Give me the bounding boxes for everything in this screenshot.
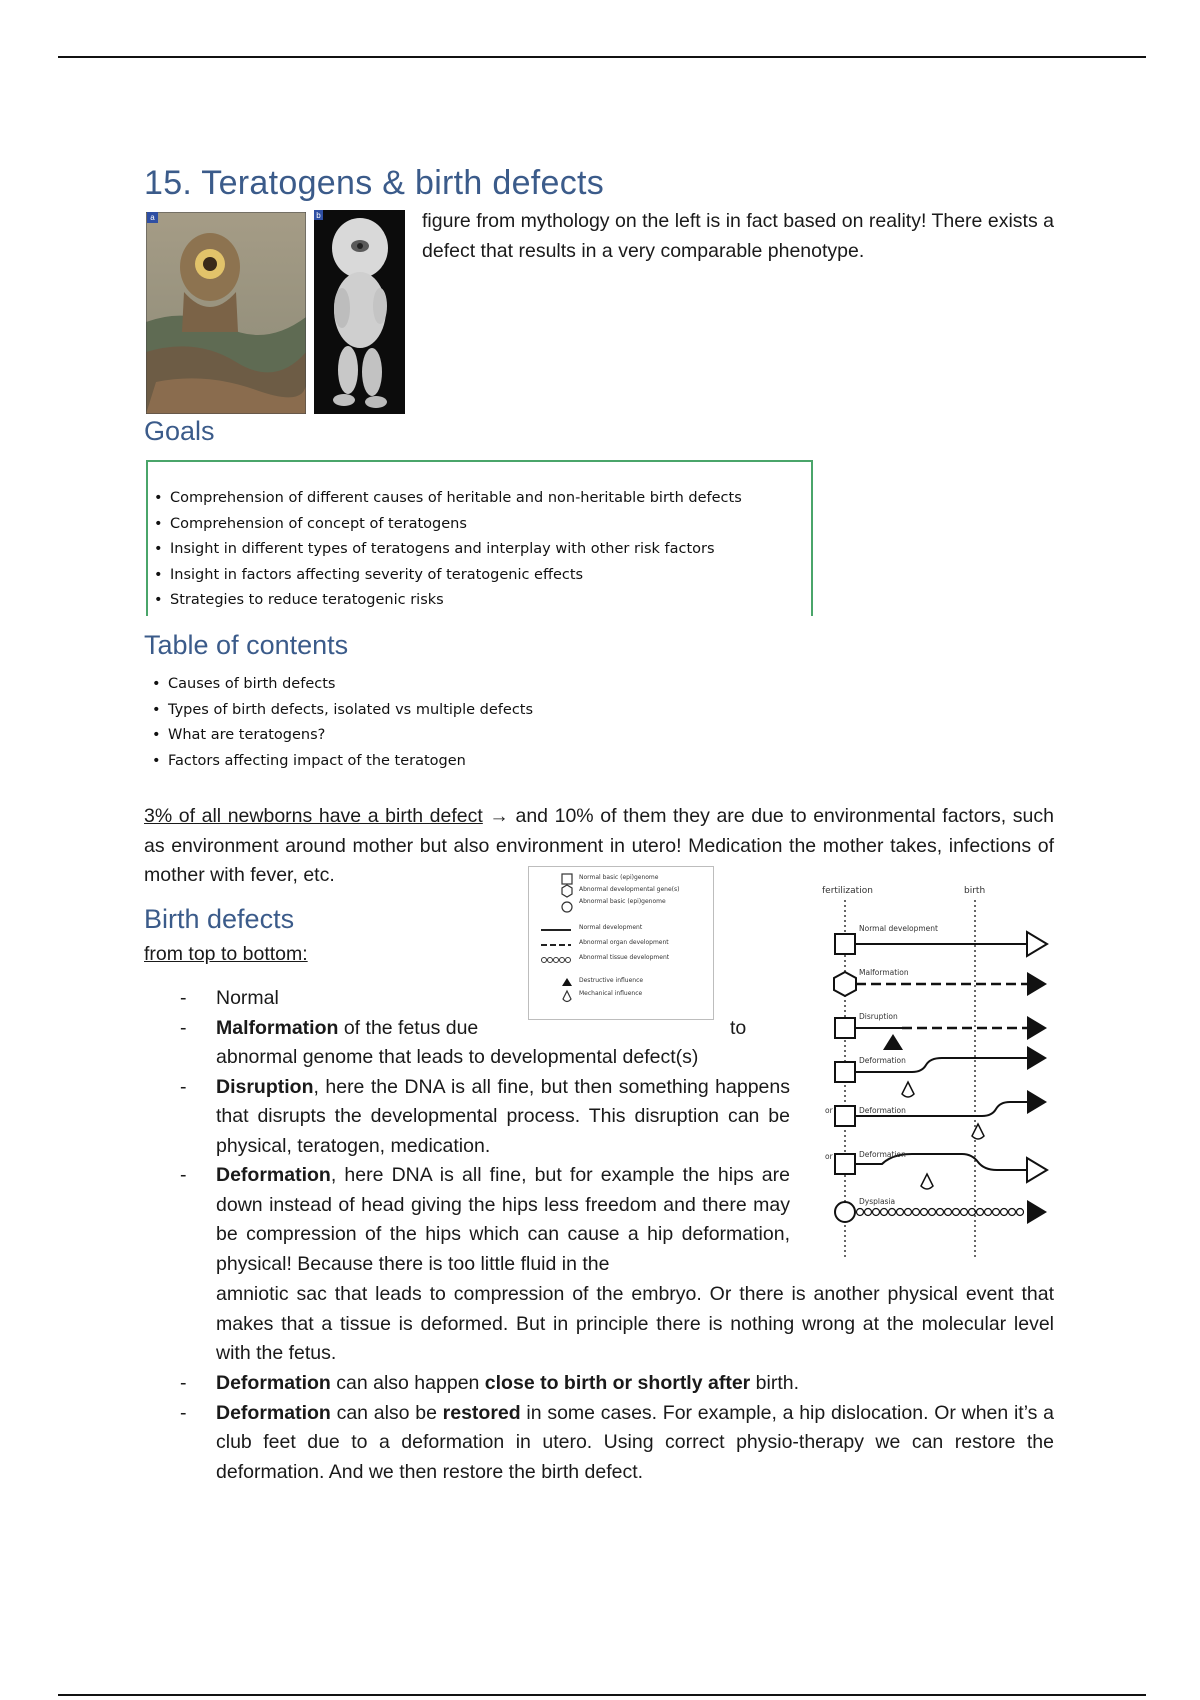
deformation-term: Deformation [216,1372,331,1394]
malformation-text: of the fetus due [338,1016,479,1039]
diagram-row-label: Normal development [859,924,938,933]
label-fertilization: fertilization [822,886,873,896]
toc-list [146,672,533,774]
deformation-text-end: in some cases. For example, a hip dislocation. Or when it’s a club feet due to a deformation in utero. Using correct physio-therapy we can restore the deformation. And we then restore the birth defect. [216,1401,1054,1483]
list-item-disruption [144,1073,790,1162]
diagram-or-label: or [825,1106,833,1115]
list-item-deformation-birth [144,1369,1054,1399]
stats-rest: and 10% of them they are due to environmental factors, such as environment around mother but also environment in utero! Medication the mother takes, infections of mother with fever, etc. [144,805,1054,886]
deformation-text: can also happen [330,1372,485,1394]
goals-heading: Goals [144,416,215,446]
intro-paragraph: figure from mythology on the left is in fact based on reality! There exists a defect that results in a very comparable phenotype. [422,210,1054,262]
list-item: • Comprehension of concept of teratogens [148,512,811,538]
defect-timeline-diagram [822,880,1072,1260]
bottom-rule [58,1694,1146,1696]
deformation-emphasis: close to birth or shortly after [484,1372,751,1394]
list-item: • Insight in factors affecting severity of teratogenic effects [148,563,811,589]
list-item: • What are teratogens? [146,723,533,749]
cyclopia-fetus-photo [314,210,405,414]
disruption-term: Disruption [216,1075,314,1098]
toc-heading: Table of contents [144,630,349,660]
diagram-row-label: Disruption [859,1012,898,1021]
birth-defects-subheading [144,940,308,970]
diagram-row-label: Deformation [859,1150,906,1159]
deformation-text: can also be [330,1401,443,1424]
malformation-text-2: abnormal genome that leads to developmental defect(s) [216,1046,699,1068]
deformation-continuation: amniotic sac that leads to compression of the embryo. Or there is another physical event that makes that a tissue is deformed. But in principle there is nothing wrong at the molecular level with the fetus. [216,1283,1054,1364]
legend-label: Normal basic (epi)genome [579,874,659,881]
subheading-text: from top to bottom: [144,943,308,965]
legend-label: Abnormal basic (epi)genome [579,898,666,905]
list-item-normal [144,984,790,1014]
deformation-text: , here DNA is all fine, but for example the hips are down instead of head giving the hips less freedom and there may be compression of the hips which can cause a hip deformation, physical! Because there is too little fluid in the [216,1164,790,1275]
diagram-row-label: Malformation [859,968,909,977]
figure-label-a: a [147,212,158,223]
diagram-or-label: or [825,1152,833,1161]
legend-label: Destructive influence [579,977,644,984]
list-item: • Causes of birth defects [146,672,533,698]
list-item-deformation [144,1161,790,1279]
arrow-icon: → [489,805,509,827]
legend-label: Abnormal developmental gene(s) [579,886,680,893]
restored-emphasis: restored [442,1401,521,1424]
malformation-to: to [730,1016,747,1039]
goals-box [146,460,813,616]
stats-underlined: 3% of all newborns have a birth defect [144,805,483,827]
diagram-row-label: Deformation [859,1106,906,1115]
legend-label: Normal development [579,924,643,931]
list-item: • Types of birth defects, isolated vs multiple defects [146,698,533,724]
malformation-term: Malformation [216,1016,339,1039]
deformation-term: Deformation [216,1401,331,1424]
diagram-row-label: Deformation [859,1056,906,1065]
legend-label: Mechanical influence [579,990,643,997]
normal-text: Normal [216,987,279,1009]
cyclops-painting [146,212,306,414]
list-item: • Comprehension of different causes of heritable and non-heritable birth defects [148,486,811,512]
list-item-malformation [144,1014,790,1073]
list-item: • Insight in different types of teratogens and interplay with other risk factors [148,537,811,563]
deformation-text-end: birth. [750,1372,800,1394]
disruption-text: , here the DNA is all fine, but then something happens that disrupts the developmental process. This disruption can be physical, teratogen, medication. [216,1075,790,1157]
diagram-row-label: Dysplasia [859,1197,896,1206]
label-birth: birth [964,886,986,896]
deformation-term: Deformation [216,1164,331,1186]
birth-defects-heading: Birth defects [144,904,295,934]
figure-label-b: b [314,210,323,220]
defects-list [144,984,790,1279]
legend-label: Abnormal tissue development [579,954,670,961]
defects-list-2 [144,1369,1054,1487]
top-rule [58,56,1146,58]
list-item: • Strategies to reduce teratogenic risks [148,588,811,614]
list-item: • Factors affecting impact of the teratogen [146,749,533,775]
page-title: 15. Teratogens & birth defects [144,164,605,202]
goals-list [148,486,811,614]
list-item-deformation-restored [144,1399,1054,1488]
legend-label: Abnormal organ development [579,939,669,946]
